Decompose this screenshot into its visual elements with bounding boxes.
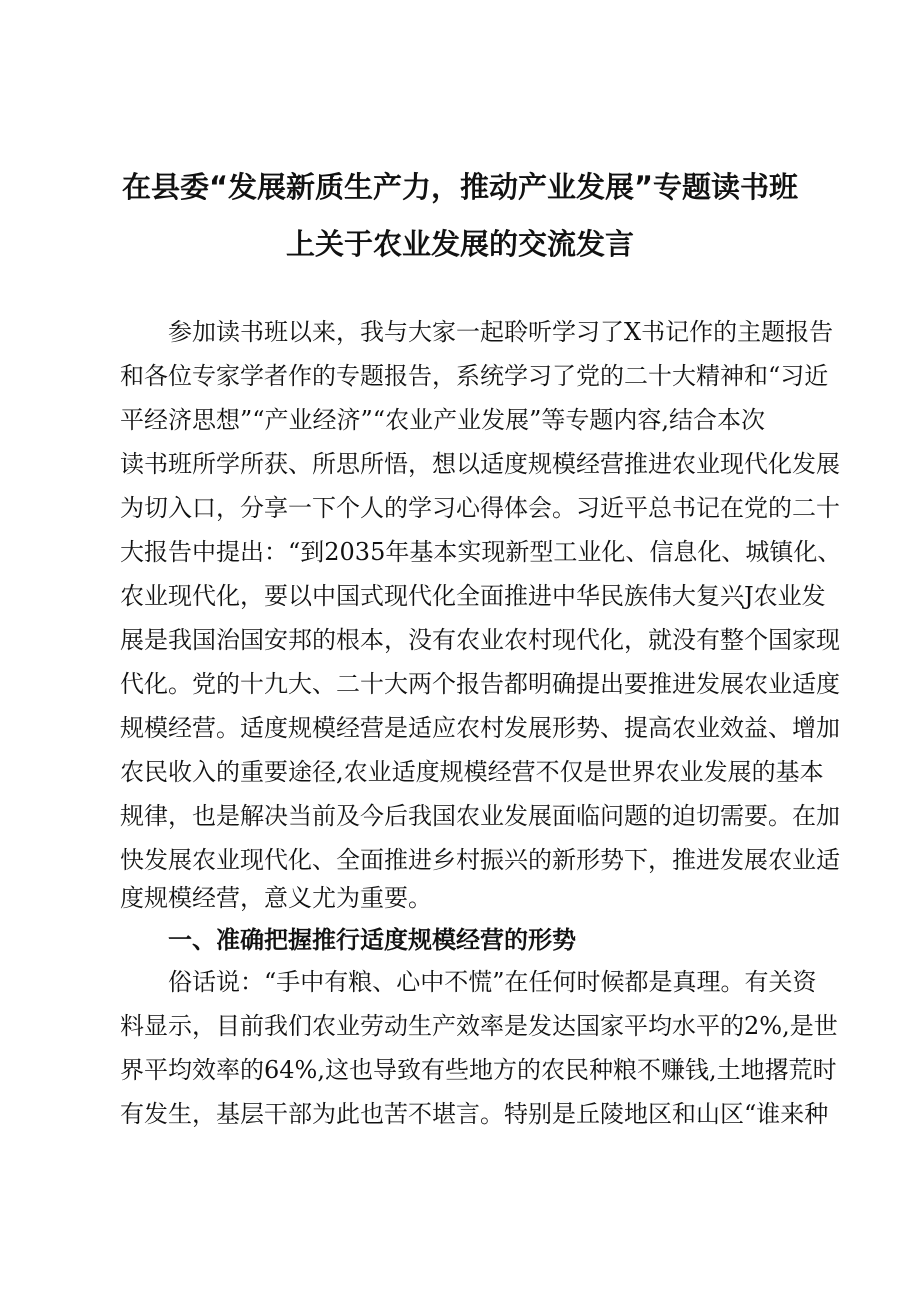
paragraph-line: 展是我国治国安邦的根本，没有农业农村现代化，就没有整个国家现 — [120, 626, 840, 654]
paragraph-line: 农民收入的重要途径,农业适度规模经营不仅是世界农业发展的基本 — [120, 758, 824, 786]
paragraph-line: 快发展农业现代化、全面推进乡村振兴的新形势下，推进发展农业适 — [120, 846, 840, 874]
paragraph-line: 度规模经营，意义尤为重要。 — [120, 884, 432, 912]
paragraph-line: 代化。党的十九大、二十大两个报告都明确提出要推进发展农业适度 — [120, 670, 840, 698]
paragraph-line: 俗话说：“手中有粮、心中不慌”在任何时候都是真理。有关资 — [168, 968, 817, 996]
section-heading: 一、准确把握推行适度规模经营的形势 — [168, 926, 576, 954]
paragraph-line: 参加读书班以来，我与大家一起聆听学习了X书记作的主题报告 — [168, 318, 834, 346]
paragraph-line: 有发生，基层干部为此也苦不堪言。特别是丘陵地区和山区“谁来种 — [120, 1100, 829, 1128]
paragraph-line: 规律，也是解决当前及今后我国农业发展面临问题的迫切需要。在加 — [120, 802, 840, 830]
paragraph-line: 和各位专家学者作的专题报告，系统学习了党的二十大精神和“习近 — [120, 362, 829, 390]
paragraph-line: 界平均效率的64%,这也导致有些地方的农民种粮不赚钱,土地撂荒时 — [120, 1056, 837, 1084]
document-title-line-2: 上关于农业发展的交流发言 — [285, 227, 634, 261]
paragraph-line: 读书班所学所获、所思所悟，想以适度规模经营推进农业现代化发展 — [120, 450, 840, 478]
paragraph-line: 大报告中提出：“到2035年基本实现新型工业化、信息化、城镇化、 — [120, 538, 842, 566]
paragraph-line: 料显示，目前我们农业劳动生产效率是发达国家平均水平的2%,是世 — [120, 1012, 838, 1040]
paragraph-line: 农业现代化，要以中国式现代化全面推进中华民族伟大复兴J农业发 — [120, 582, 826, 610]
paragraph-line: 为切入口，分享一下个人的学习心得体会。习近平总书记在党的二十 — [120, 494, 840, 522]
document-title-line-1: 在县委“发展新质生产力，推动产业发展”专题读书班 — [121, 170, 799, 204]
paragraph-line: 平经济思想”“产业经济”“农业产业发展”等专题内容,结合本次 — [120, 406, 765, 434]
paragraph-line: 规模经营。适度规模经营是适应农村发展形势、提高农业效益、增加 — [120, 714, 840, 742]
